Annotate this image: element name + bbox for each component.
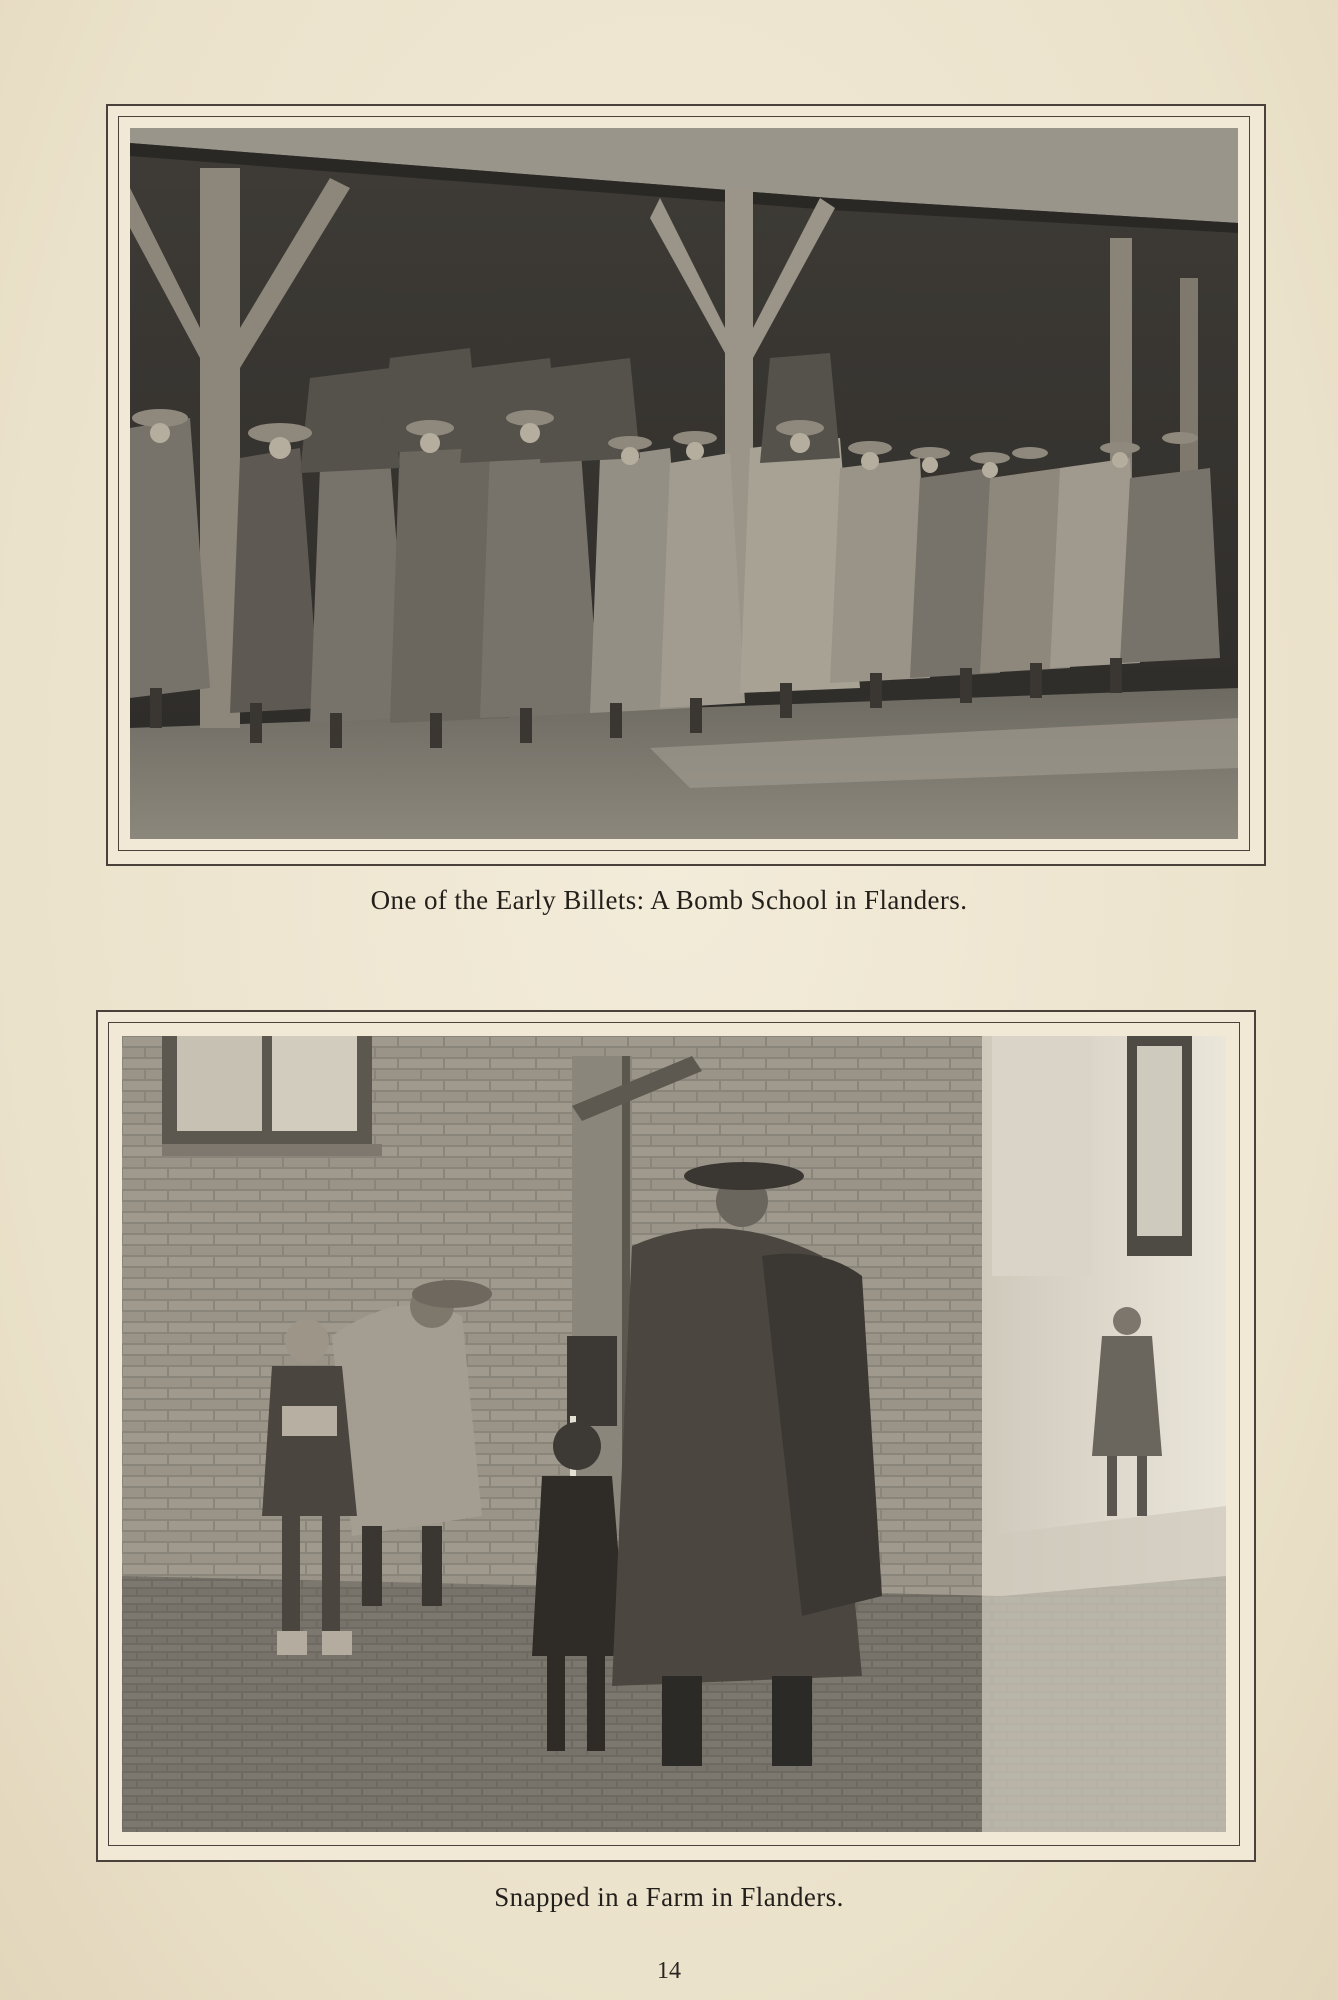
photo-caption-top: One of the Early Billets: A Bomb School in Flanders. — [370, 885, 968, 915]
photo-farm — [122, 1036, 1226, 1832]
page-number: 14 — [657, 1958, 681, 1984]
photo-caption-bottom: Snapped in a Farm in Flanders. — [494, 1882, 844, 1912]
photo-bomb-school — [130, 128, 1238, 839]
